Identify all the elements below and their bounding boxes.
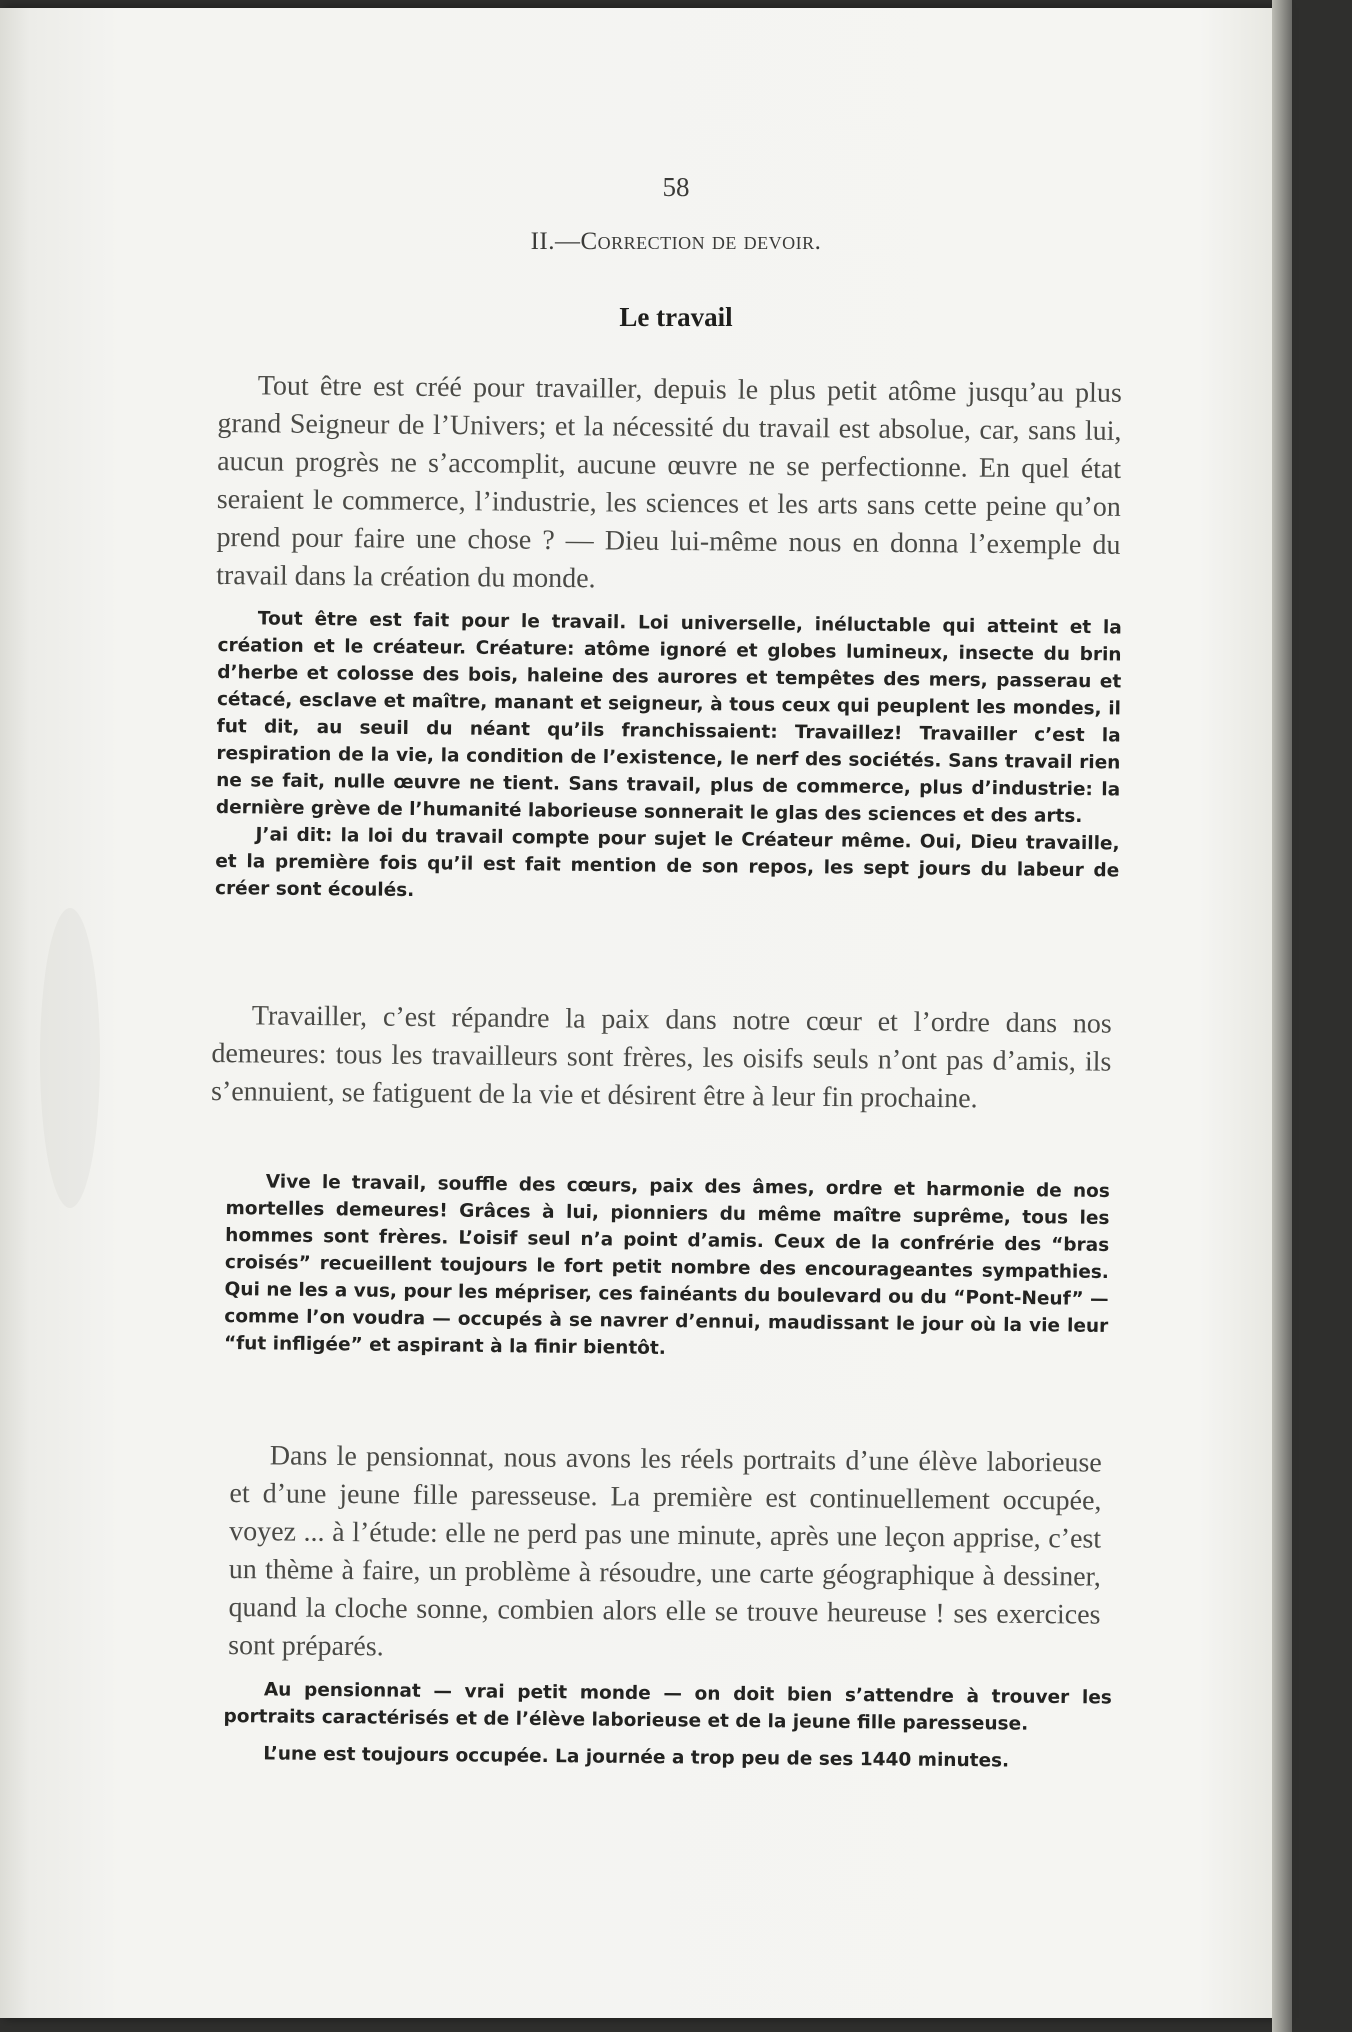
correction-1-text: Tout être est fait pour le travail. Loi universelle, inéluctable qui atteint et la création et le créateur. Créature: atôme ignoré et globes lumineux, insecte du brin d’herbe et colosse des bois, haleine des aurores et tempêtes des mers, passerau et cétacé, esclave et maître, manant et seigneur, à tous ceux qui peuplent les mondes, il fut dit, au seuil du néant qu’ils franchissaient: Travaillez! Travailler c’est la respiration de la vie, la condition de l’existence, le nerf des sociétés. Sans travail rien ne se fait, nulle œuvre ne tient. Sans travail, plus de commerce, plus d’industrie: la dernière grève de l’humanité laborieuse sonnerait le glas des sciences et des arts. bbox=[215, 608, 1122, 828]
section-prefix: II.— bbox=[530, 228, 581, 255]
essay-title: Le travail bbox=[619, 302, 733, 332]
student-paragraph-2: Travailler, c’est répandre la paix dans notre cœur et l’ordre dans nos demeures: tous les travailleurs sont frères, les oisifs seuls n’ont pas d’amis, ils s’ennuient, se fatiguent de la vie et désirent être à leur fin prochaine. bbox=[210, 1000, 1112, 1115]
page-number: 58 bbox=[662, 172, 690, 202]
correction-paragraph-3 bbox=[223, 1676, 1112, 1776]
correction-3-continued: L’une est toujours occupée. La journée a trop peu de ses 1440 minutes. bbox=[263, 1743, 1010, 1772]
student-paragraph-1: Tout être est créé pour travailler, depuis le plus petit atôme jusqu’au plus grand Seigneur de l’Univers; et la nécessité du travail est absolue, car, sans lui, aucun progrès ne s’accomplit, aucune œuvre ne se perfectionne. En quel état seraient le commerce, l’industrie, les sciences et les arts sans cette peine qu’on prend pour faire une chose ? — Dieu lui-même nous en donna l’exemple du travail dans la création du monde. bbox=[216, 370, 1122, 595]
correction-paragraph-1 bbox=[215, 605, 1122, 911]
correction-1-continued: J’ai dit: la loi du travail compte pour sujet le Créateur même. Oui, Dieu travaille, et la première fois qu’il est fait mention de son repos, les sept jours du labeur de créer sont écoulés. bbox=[214, 824, 1120, 902]
correction-3-text: Au pensionnat — vrai petit monde — on doit bien s’attendre à trouver les portraits caractérisés et de l’élève laborieuse et de la jeune fille paresseuse. bbox=[223, 1679, 1112, 1735]
student-paragraph-3: Dans le pensionnat, nous avons les réels portraits d’une élève laborieuse et d’une jeune fille paresseuse. La première est continuellement occupée, voyez ... à l’étude: elle ne perd pas une minute, après une leçon apprise, c’est un thème à faire, un problème à résoudre, une carte géographique à dessiner, quand la cloche sonne, combien alors elle se trouve heureuse ! ses exercices sont préparés. bbox=[228, 1440, 1102, 1663]
paper-stain bbox=[40, 908, 100, 1208]
correction-paragraph-2: Vive le travail, souffle des cœurs, paix des âmes, ordre et harmonie de nos mortelles demeures! Grâces à lui, pionniers du même maître suprême, tous les hommes sont frères. L’oisif seul n’a point d’amis. Ceux de la confrérie des “bras croisés” recueillent toujours le fort petit nombre des encourageantes sympathies. Qui ne les a vus, pour les mépriser, ces fainéants du boulevard ou du “Pont-Neuf” — comme l’on voudra — occupés à se navrer d’ennui, maudissant le jour où la vie leur “fut infligée” et aspirant à la finir bientôt. bbox=[223, 1171, 1110, 1360]
section-title: Correction de devoir. bbox=[580, 228, 822, 255]
section-heading bbox=[0, 228, 1352, 256]
